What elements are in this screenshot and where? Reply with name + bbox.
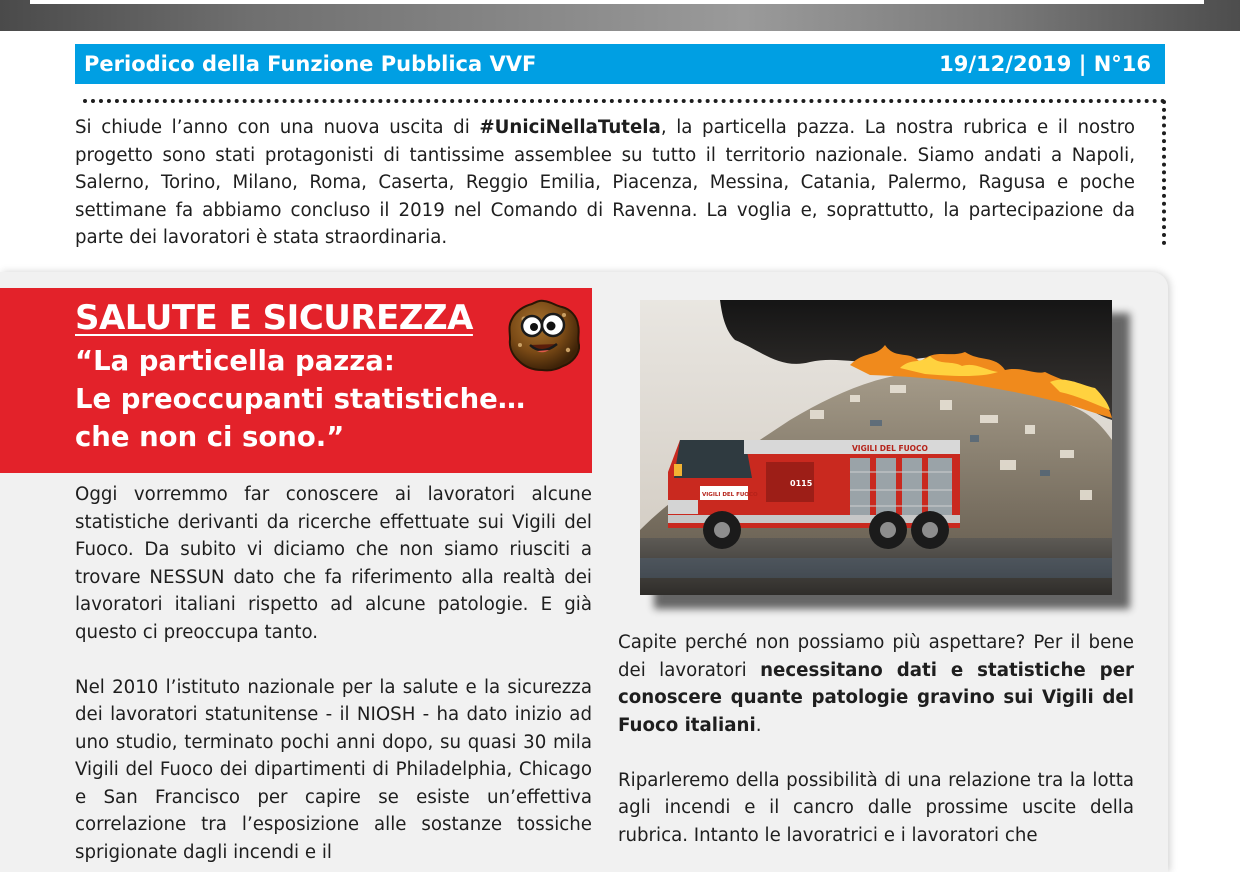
- subtitle-line-3: che non ci sono.”: [75, 421, 345, 453]
- left-paragraph-2: Nel 2010 l’istituto nazionale per la salute e la sicurezza dei lavoratori statunitense - il NIOSH - ha dato inizio ad uno studio, terminato pochi anni dopo, su quasi 30 mila Vigili del Fuoco dei dipartimenti di Philadelphia, Chicago e San Francisco per capire se esiste un’effettiva correlazione tra l’esposizione alle sostanze tossiche sprigionate dagli incendi e il: [75, 676, 592, 863]
- section-title: SALUTE E SICUREZZA: [75, 298, 473, 338]
- right-p1-bold: necessitano dati e statistiche per conoscere quante patologie gravino sui Vigili del Fuoco italiani: [618, 659, 1134, 736]
- dotted-divider-right: [1162, 100, 1166, 245]
- top-banner-photo: [0, 0, 1240, 31]
- right-paragraph-1: [618, 629, 1134, 739]
- fire-truck-photo: [640, 300, 1112, 595]
- right-column: [618, 629, 1134, 849]
- subtitle-line-1: “La particella pazza:: [75, 345, 395, 377]
- truck-number: 0115: [790, 479, 813, 488]
- issue-date-number: 19/12/2019 | N°16: [939, 52, 1151, 76]
- intro-paragraph: [75, 114, 1135, 252]
- publication-header-bar: [75, 44, 1165, 84]
- particle-mascot-icon: [506, 298, 582, 374]
- left-column: [75, 481, 592, 866]
- truck-door-label: VIGILI DEL FUOCO: [702, 492, 758, 498]
- article-subtitle: [75, 342, 525, 456]
- right-paragraph-2: Riparleremo della possibilità di una relazione tra la lotta agli incendi e il cancro dalle prossime uscite della rubrica. Intanto le lavoratrici e i lavoratori che: [618, 769, 1134, 846]
- right-p1-end: .: [755, 714, 762, 736]
- right-p1-start: Capite perché non possiamo più aspettare? Per il bene dei lavoratori: [618, 632, 1134, 681]
- section-title-box: [0, 288, 592, 473]
- dotted-divider-top: [83, 99, 1166, 103]
- hashtag-unici-nella-tutela: #UniciNellaTutela: [479, 117, 661, 138]
- left-paragraph-1: Oggi vorremmo far conoscere ai lavoratori alcune statistiche derivanti da ricerche effettuate sui Vigili del Fuoco. Da subito vi diciamo che non siamo riusciti a trovare NESSUN dato che fa riferimento alla realtà dei lavoratori italiani rispetto ad alcune patologie. E già questo ci preoccupa tanto.: [75, 484, 592, 643]
- banner-frame: [30, 0, 1204, 4]
- subtitle-line-2: Le preoccupanti statistiche…: [75, 383, 526, 415]
- intro-text-end: , la particella pazza. La nostra rubrica e il nostro progetto sono stati protagonisti di tantissime assemblee su tutto il territorio nazionale. Siamo andati a Napoli, Salerno, Torino, Milano, Roma, Caserta, Reggio Emilia, Piacenza, Messina, Catania, Palermo, Ragusa e poche settimane fa abbiamo concluso il 2019 nel Comando di Ravenna. La voglia e, soprattutto, la partecipazione da parte dei lavoratori è stata straordinaria.: [75, 117, 1135, 248]
- truck-sign-text: VIGILI DEL FUOCO: [852, 444, 928, 453]
- publication-name: Periodico della Funzione Pubblica VVF: [84, 52, 537, 76]
- intro-text-start: Si chiude l’anno con una nuova uscita di: [75, 117, 480, 138]
